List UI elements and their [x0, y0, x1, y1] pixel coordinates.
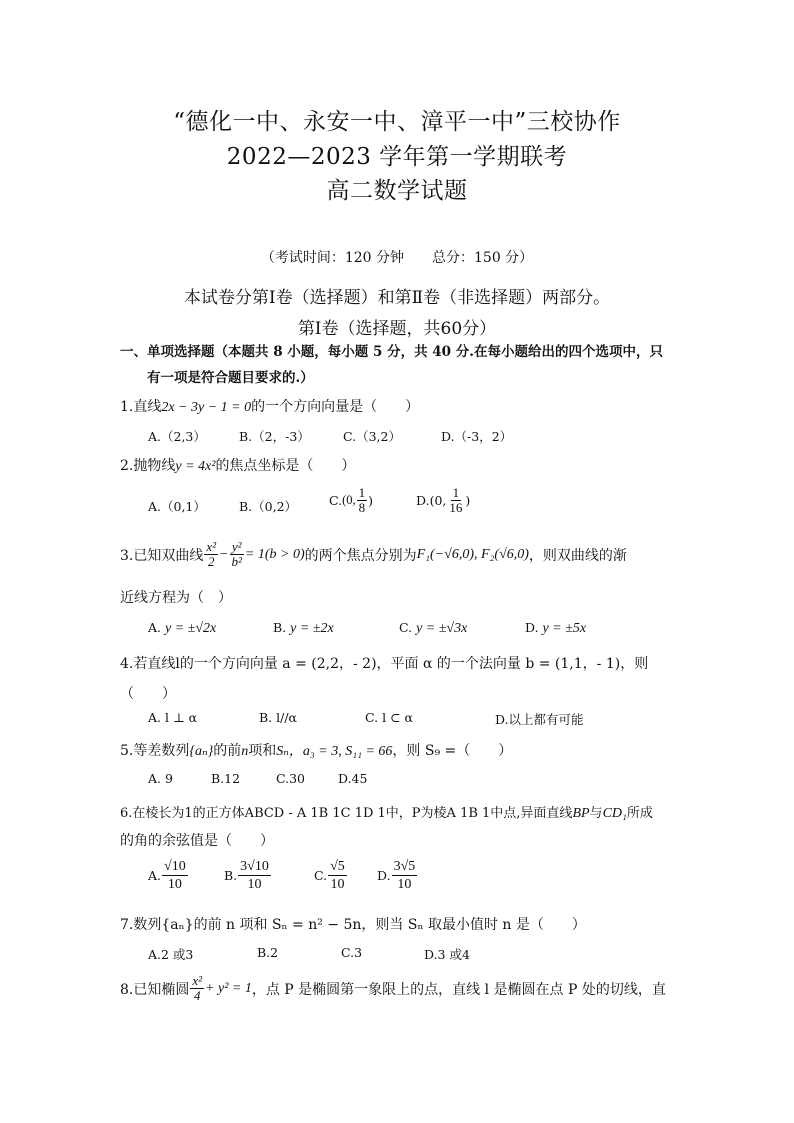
part1-heading-line2: 有一项是符合题目要求的.）: [147, 370, 314, 386]
fraction: [204, 540, 218, 569]
exam-header-title: 高二数学试题: [326, 178, 468, 204]
math-expr: y = ±√3x: [416, 621, 468, 636]
fraction: [357, 486, 368, 515]
option-label: A.: [148, 868, 162, 883]
math-expr: (0,: [429, 493, 447, 508]
exam-intro: 本试卷分第Ⅰ卷（选择题）和第Ⅱ卷（非选择题）两部分。: [183, 288, 611, 308]
math-expr: (0,: [342, 493, 356, 507]
q6-option-b: [224, 858, 272, 893]
q4-option-d: D.以上都有可能: [495, 712, 584, 727]
fraction: [229, 540, 243, 569]
question-stem: 1.直线: [120, 399, 162, 415]
section-title: 第Ⅰ卷（选择题，共60分）: [297, 319, 497, 339]
q2-option-c: [329, 486, 373, 515]
fraction: [238, 858, 271, 893]
question-stem: 的一个方向向量是（ ）: [251, 399, 420, 415]
math-expr: {aₙ}: [189, 744, 214, 759]
q5-option-d: D.45: [338, 771, 368, 786]
option-label: D.: [377, 868, 391, 883]
question-stem: 与: [589, 806, 603, 821]
question-3-line2: 近线方程为（ ）: [120, 590, 232, 606]
fraction: [392, 858, 418, 893]
option-label: C.: [314, 868, 328, 883]
fraction: [328, 858, 347, 893]
question-stem: 的前: [213, 743, 242, 759]
q5-option-c: C.30: [276, 771, 305, 786]
q1-option-c: C.（3,2）: [343, 429, 401, 444]
q3-option-b: [273, 620, 334, 637]
fraction-denominator: 10: [330, 877, 345, 892]
question-6: [120, 802, 653, 822]
q4-option-a: A. l ⊥ α: [148, 710, 198, 725]
fraction-numerator: √5: [330, 859, 345, 874]
question-stem: 8.已知椭圆: [120, 981, 190, 998]
question-1: [120, 396, 419, 416]
q7-option-d: D.3 或4: [424, 947, 470, 962]
question-2: [120, 455, 355, 475]
math-expr: y = ±5x: [542, 621, 587, 636]
q2-option-b: B.（0,2）: [239, 499, 298, 514]
fraction-numerator: 3√5: [393, 859, 416, 874]
q1-option-a: A.（2,3）: [148, 429, 206, 444]
math-expr: = 1(b > 0): [244, 546, 305, 562]
q2-option-d: [416, 486, 470, 515]
question-stem: ，则双曲线的渐: [528, 547, 627, 564]
fraction: [447, 486, 464, 515]
math-expr: F₁(−√6,0), F₂(√6,0): [416, 546, 529, 562]
fraction-denominator: 10: [167, 877, 182, 892]
exam-header-line2: 2022—2023 学年第一学期联考: [226, 144, 568, 170]
question-stem: 5.等差数列: [120, 743, 190, 759]
fraction-denominator: 4: [193, 988, 201, 1003]
option-label: C.: [329, 493, 343, 508]
question-stem: 的焦点坐标是（ ）: [215, 458, 356, 474]
q6-option-d: [377, 858, 418, 893]
fraction-denominator: 10: [247, 877, 262, 892]
question-stem: 2.抛物线: [120, 458, 176, 474]
option-label: A.: [148, 620, 162, 635]
math-expr: y = ±2x: [290, 621, 334, 636]
q1-option-b: B.（2，-3）: [239, 429, 310, 444]
fraction-denominator: 2: [207, 554, 215, 569]
question-stem: ，则 S₉ =（ ）: [392, 743, 513, 759]
q3-option-a: [148, 620, 216, 637]
fraction-numerator: x²: [206, 539, 217, 554]
q6-option-c: [314, 858, 348, 893]
fraction-numerator: 3√10: [240, 859, 269, 874]
math-expr: y = ±√2x: [165, 621, 217, 636]
q4-option-c: C. l ⊂ α: [365, 710, 413, 725]
fraction-denominator: 16: [449, 500, 463, 515]
question-4-line2: （ ）: [120, 686, 176, 702]
math-expr: Sₙ: [276, 744, 289, 759]
math-expr: y = 4x²: [175, 459, 216, 474]
option-label: B.: [224, 868, 238, 883]
fraction-denominator: 10: [397, 877, 412, 892]
q7-option-b: B.2: [257, 945, 279, 960]
fraction-numerator: 1: [358, 485, 366, 500]
q5-option-b: B.12: [211, 771, 241, 786]
fraction-denominator: 8: [358, 500, 366, 515]
fraction-denominator: b²: [231, 554, 242, 569]
math-expr: BP: [572, 806, 590, 821]
question-3: 3.已知双曲线 $\frac{\text{x²}}{2}$ − $\frac{\text{y²}}{\text{b²}}$ = 1(b > 0) 的两个焦点分别为 F₁(−√6,0), F₂(√6,0) ，则双曲线的渐: [120, 539, 627, 569]
q1-option-d: D.（-3，2）: [441, 429, 513, 444]
question-stem: 项和: [248, 743, 277, 759]
question-stem: 6.在棱长为1的正方体ABCD - A 1B 1C 1D 1中，P为棱A 1B 1中点,异面直线: [120, 806, 573, 821]
q7-option-a: A.2 或3: [148, 947, 194, 962]
question-5: [120, 740, 512, 760]
q2-option-a: A.（0,1）: [148, 499, 206, 514]
question-stem: 的两个焦点分别为: [304, 547, 417, 564]
question-7: 7.数列{aₙ}的前 n 项和 Sₙ = n² − 5n，则当 Sₙ 取最小值时 n 是（ ）: [120, 917, 586, 933]
fraction: [162, 858, 188, 893]
part1-heading-line1: 一、单项选择题（本题共 8 小题，每小题 5 分，共 40 分.在每小题给出的四个选项中，只: [120, 344, 663, 360]
q7-option-c: C.3: [341, 945, 363, 960]
fraction: [190, 974, 204, 1003]
q6-option-a: [148, 858, 189, 893]
question-stem: 3.已知双曲线: [120, 547, 204, 564]
math-expr: ): [465, 493, 471, 508]
option-label: B.: [273, 620, 287, 635]
question-6-line2: 的角的余弦值是（ ）: [120, 833, 274, 849]
fraction-numerator: √10: [164, 859, 186, 874]
question-stem: 所成: [626, 806, 653, 821]
math-expr: CD₁: [602, 806, 627, 821]
question-4: 4.若直线l的一个方向向量 a = (2,2，- 2)，平面 α 的一个法向量 b = (1,1，- 1)，则: [120, 656, 649, 672]
q4-option-b: B. l//α: [259, 710, 297, 725]
question-8: [120, 974, 666, 1003]
fraction-numerator: y²: [231, 539, 242, 554]
math-expr: ): [368, 493, 374, 508]
option-label: D.: [525, 620, 539, 635]
fraction-numerator: x²: [192, 973, 203, 988]
q3-option-c: [399, 620, 467, 637]
q3-option-d: [525, 620, 586, 637]
math-expr: 2x − 3y − 1 = 0: [161, 400, 252, 415]
math-expr: + y² = 1: [205, 980, 252, 996]
fraction-numerator: 1: [452, 485, 460, 500]
question-stem: ，点 P 是椭圆第一象限上的点，直线 l 是椭圆在点 P 处的切线，直: [251, 981, 666, 998]
q5-option-a: A. 9: [148, 771, 173, 786]
option-label: C.: [399, 620, 413, 635]
exam-header-line1: “德化一中、永安一中、漳平一中”三校协作: [173, 109, 621, 135]
math-expr: n: [241, 744, 249, 759]
math-expr: ，a₃ = 3, S₁₁ = 66: [288, 744, 393, 759]
option-label: D.: [416, 493, 430, 508]
exam-info: （考试时间：120 分钟 总分：150 分）: [260, 250, 534, 266]
